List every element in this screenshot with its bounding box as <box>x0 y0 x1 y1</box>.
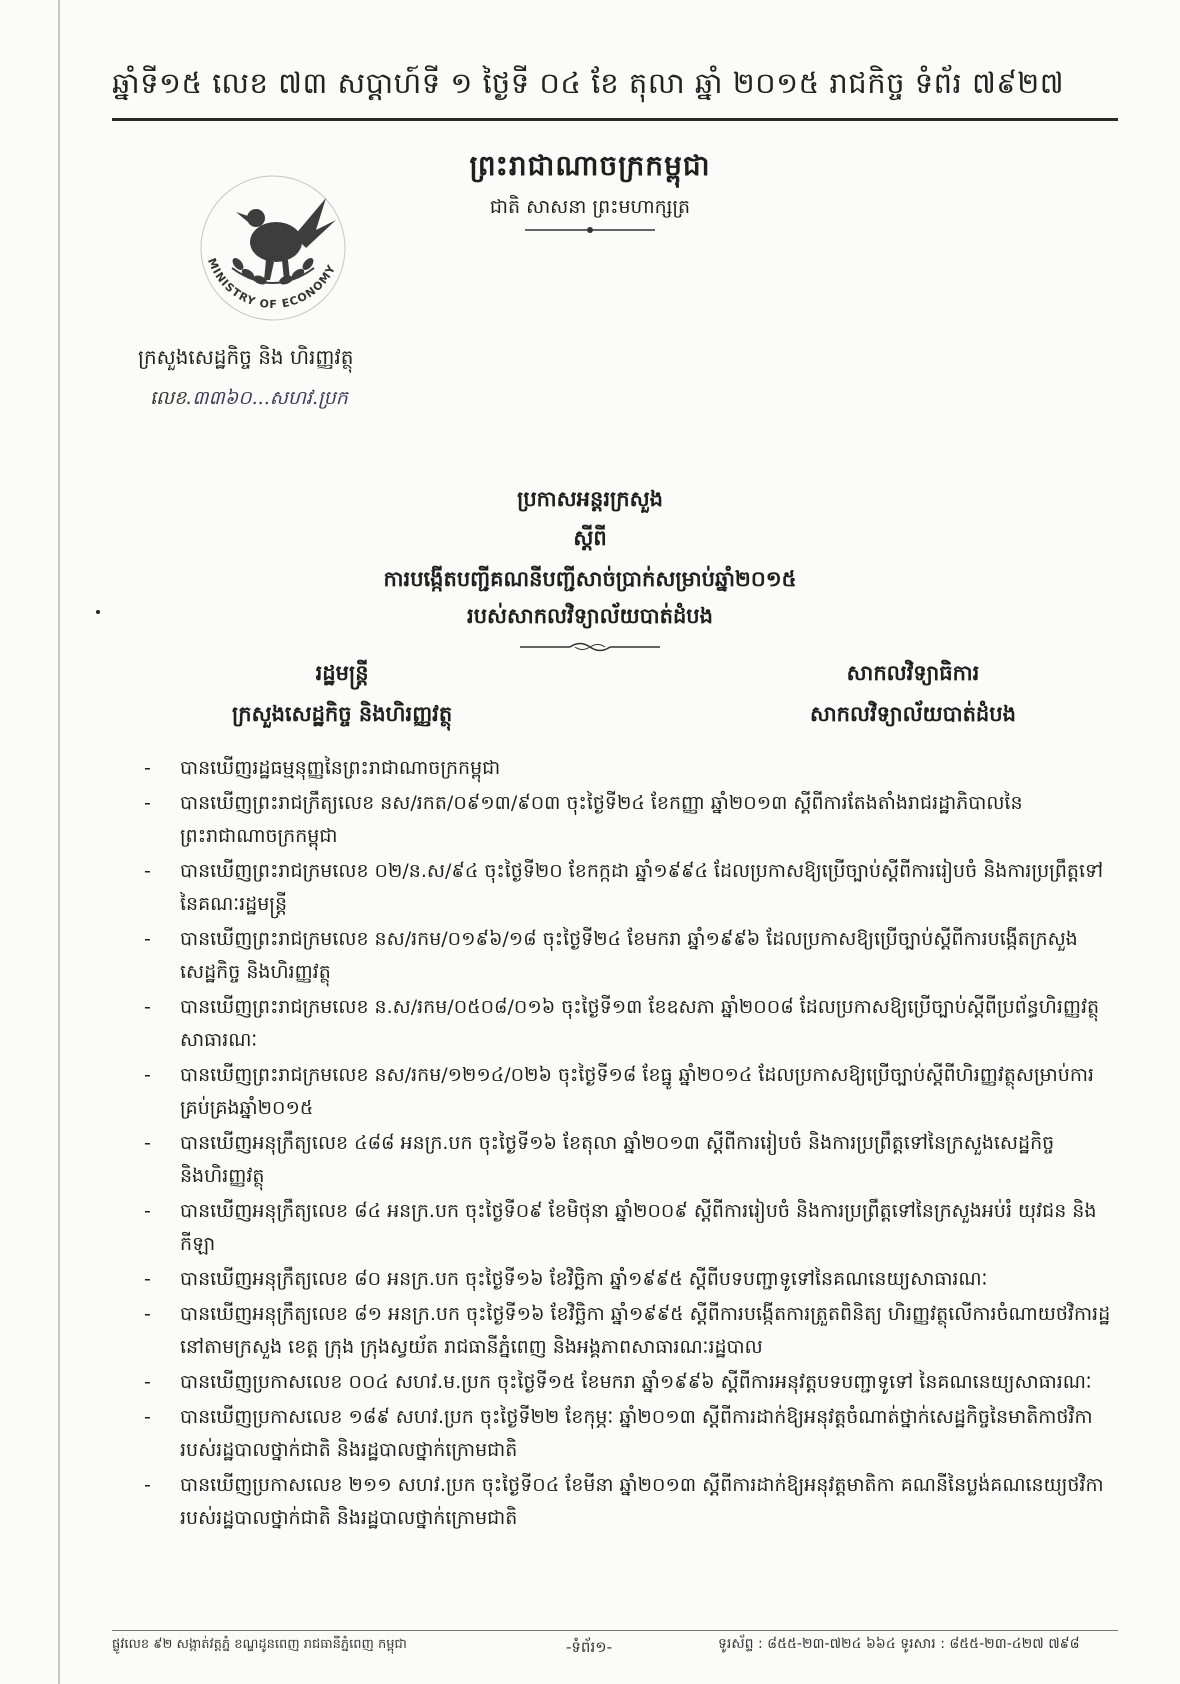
list-item: - បានឃើញប្រកាសលេខ ០០៤ សហវ.ម.ប្រក ចុះថ្ងៃទី១៥ ខែមករា ឆ្នាំ១៩៩៦ ស្តីពីការអនុវត្តបទបញ្ជាទូទៅ នៃគណនេយ្យសាធារណៈ <box>144 1371 1092 1393</box>
list-item: - បានឃើញព្រះរាជក្រមលេខ ន.ស/រកម/០៥០៨/០១៦ ចុះថ្ងៃទី១៣ ខែឧសភា ឆ្នាំ២០០៨ ដែលប្រកាសឱ្យប្រើច្បាប់ស្តីពីប្រព័ន្ធហិរញ្ញវត្ថុសាធារណៈ <box>144 996 1100 1051</box>
header-rule <box>112 118 1118 121</box>
footer-contact: ទូរស័ព្ទ : ៨៥៥-២៣-៧២៤ ៦៦៤ ទូរសារ : ៨៥៥-២៣-៤២៧ ៧៩៨ <box>718 1636 1080 1652</box>
ornament-divider <box>525 225 655 235</box>
gazette-header: ឆ្នាំទី១៥ លេខ ៧៣ សប្តាហ៍ទី ១ ថ្ងៃទី ០៤ ខែ តុលា ឆ្នាំ ២០១៥ រាជកិច្ច ទំព័រ ៧៩២៧ <box>112 66 1065 100</box>
list-item: - បានឃើញអនុក្រឹត្យលេខ ៨០ អនក្រ.បក ចុះថ្ងៃទី១៦ ខែវិច្ឆិកា ឆ្នាំ១៩៩៥ ស្តីពីបទបញ្ជាទូទៅនៃគណនេយ្យសាធារណៈ <box>144 1268 988 1290</box>
list-item: - បានឃើញអនុក្រឹត្យលេខ ៨១ អនក្រ.បក ចុះថ្ងៃទី១៦ ខែវិច្ឆិកា ឆ្នាំ១៩៩៥ ស្តីពីការបង្កើតការត្រួតពិនិត្យ ហិរញ្ញវត្ថុលើការចំណាយថវិការដ្ឋ នៅតាមក្រសួង ខេត្ត ក្រុង ក្រុងស្វយ័ត រាជធានីភ្នំពេញ និងអង្គភាពសាធារណៈរដ្ឋបាល <box>144 1303 1111 1358</box>
list-item: - បានឃើញអនុក្រឹត្យលេខ ៨៤ អនក្រ.បក ចុះថ្ងៃទី០៩ ខែមិថុនា ឆ្នាំ២០០៩ ស្តីពីការរៀបចំ និងការប្រព្រឹត្តទៅនៃក្រសួងអប់រំ យុវជន និងកីឡា <box>144 1200 1097 1255</box>
signatory-minister-ministry: ក្រសួងសេដ្ឋកិច្ច និងហិរញ្ញវត្ថុ <box>232 702 453 726</box>
signatory-minister <box>232 660 452 732</box>
signatory-minister-title: រដ្ឋមន្ត្រី <box>315 661 369 685</box>
kingdom-motto: ជាតិ សាសនា ព្រះមហាក្សត្រ <box>489 196 691 218</box>
list-item: - បានឃើញប្រកាសលេខ ២១១ សហវ.ប្រក ចុះថ្ងៃទី០៤ ខែមីនា ឆ្នាំ២០១៣ ស្តីពីការដាក់ឱ្យអនុវត្តមាតិកា គណនីនៃប្លង់គណនេយ្យថវិការបស់រដ្ឋបាលថ្នាក់ជាតិ និងរដ្ឋបាលថ្នាក់ក្រោមជាតិ <box>144 1474 1104 1529</box>
footer-rule <box>112 1630 1118 1631</box>
title-line-1: ប្រកាសអន្តរក្រសួង <box>517 487 663 511</box>
ministry-seal <box>186 168 360 334</box>
list-item: - បានឃើញអនុក្រឹត្យលេខ ៤៨៨ អនក្រ.បក ចុះថ្ងៃទី១៦ ខែតុលា ឆ្នាំ២០១៣ ស្តីពីការរៀបចំ និងការប្រព្រឹត្តទៅនៃក្រសួងសេដ្ឋកិច្ច និងហិរញ្ញវត្ថុ <box>144 1132 1055 1187</box>
list-item: - បានឃើញប្រកាសលេខ ១៨៩ សហវ.ប្រក ចុះថ្ងៃទី២២ ខែកុម្ភៈ ឆ្នាំ២០១៣ ស្តីពីការដាក់ឱ្យអនុវត្តចំណាត់ថ្នាក់សេដ្ឋកិច្ចនៃមាតិកាថវិការបស់រដ្ឋបាលថ្នាក់ជាតិ និងរដ្ឋបាលថ្នាក់ក្រោមជាតិ <box>144 1406 1093 1461</box>
title-line-4: របស់សាកលវិទ្យាល័យបាត់ដំបង <box>467 604 713 628</box>
reference-number: លេខ.៣៣៦០...សហវ.ប្រក <box>150 387 348 409</box>
page-number: -ទំព័រ១- <box>566 1638 612 1656</box>
signatory-rector-university: សាកលវិទ្យាល័យបាត់ដំបង <box>810 702 1016 726</box>
reference-prefix: លេខ <box>150 387 187 409</box>
footer-address: ផ្លូវលេខ ៩២ សង្កាត់វត្តភ្នំ ខណ្ឌដូនពេញ រាជធានីភ្នំពេញ កម្ពុជា <box>112 1637 407 1652</box>
kingdom-name: ព្រះរាជាណាចក្រកម្ពុជា <box>469 149 711 182</box>
list-item: - បានឃើញព្រះរាជក្រមលេខ នស/រកម/០១៩៦/១៨ ចុះថ្ងៃទី២៤ ខែមករា ឆ្នាំ១៩៩៦ ដែលប្រកាសឱ្យប្រើច្បាប់ស្តីពីការបង្កើតក្រសួងសេដ្ឋកិច្ច និងហិរញ្ញវត្ថុ <box>144 928 1078 983</box>
kingdom-heading <box>0 148 1180 235</box>
list-item: - បានឃើញព្រះរាជក្រឹត្យលេខ នស/រកត/០៩១៣/៩០៣ ចុះថ្ងៃទី២៤ ខែកញ្ញា ឆ្នាំ២០១៣ ស្តីពីការតែងតាំងរាជរដ្ឋាភិបាលនៃព្រះរាជាណាចក្រកម្ពុជា <box>144 792 1023 847</box>
title-line-3: ការបង្កើតបញ្ជីគណនីបញ្ជីសាច់ប្រាក់សម្រាប់ឆ្នាំ២០១៥ <box>383 567 797 591</box>
ministry-name: ក្រសួងសេដ្ឋកិច្ច និង ហិរញ្ញវត្ថុ <box>138 345 354 369</box>
preamble-clauses <box>140 752 1120 1537</box>
bird-emblem-icon <box>236 198 336 280</box>
title-line-2: ស្តីពី <box>573 526 607 550</box>
ornament-divider <box>520 640 660 654</box>
list-item: - បានឃើញព្រះរាជក្រមលេខ ០២/ន.ស/៩៤ ចុះថ្ងៃទី២០ ខែកក្កដា ឆ្នាំ១៩៩៤ ដែលប្រកាសឱ្យប្រើច្បាប់ស្តីពីការរៀបចំ និងការប្រព្រឹត្តទៅនៃគណៈរដ្ឋមន្ត្រី <box>144 860 1104 915</box>
signatory-rector <box>810 660 1016 732</box>
signatory-rector-title: សាកលវិទ្យាធិការ <box>846 661 980 685</box>
list-item: - បានឃើញរដ្ឋធម្មនុញ្ញនៃព្រះរាជាណាចក្រកម្ពុជា <box>144 757 501 779</box>
list-item: - បានឃើញព្រះរាជក្រមលេខ នស/រកម/១២១៤/០២៦ ចុះថ្ងៃទី១៨ ខែធ្នូ ឆ្នាំ២០១៤ ដែលប្រកាសឱ្យប្រើច្បាប់ស្តីពីហិរញ្ញវត្ថុសម្រាប់ការគ្រប់គ្រងឆ្នាំ២០១៥ <box>144 1064 1094 1119</box>
reference-value: ៣៣៦០...សហវ.ប្រក <box>192 387 348 409</box>
document-title <box>0 486 1180 654</box>
seal-text: MINISTRY OF ECONOMY <box>204 256 339 312</box>
scan-edge <box>58 0 60 1684</box>
